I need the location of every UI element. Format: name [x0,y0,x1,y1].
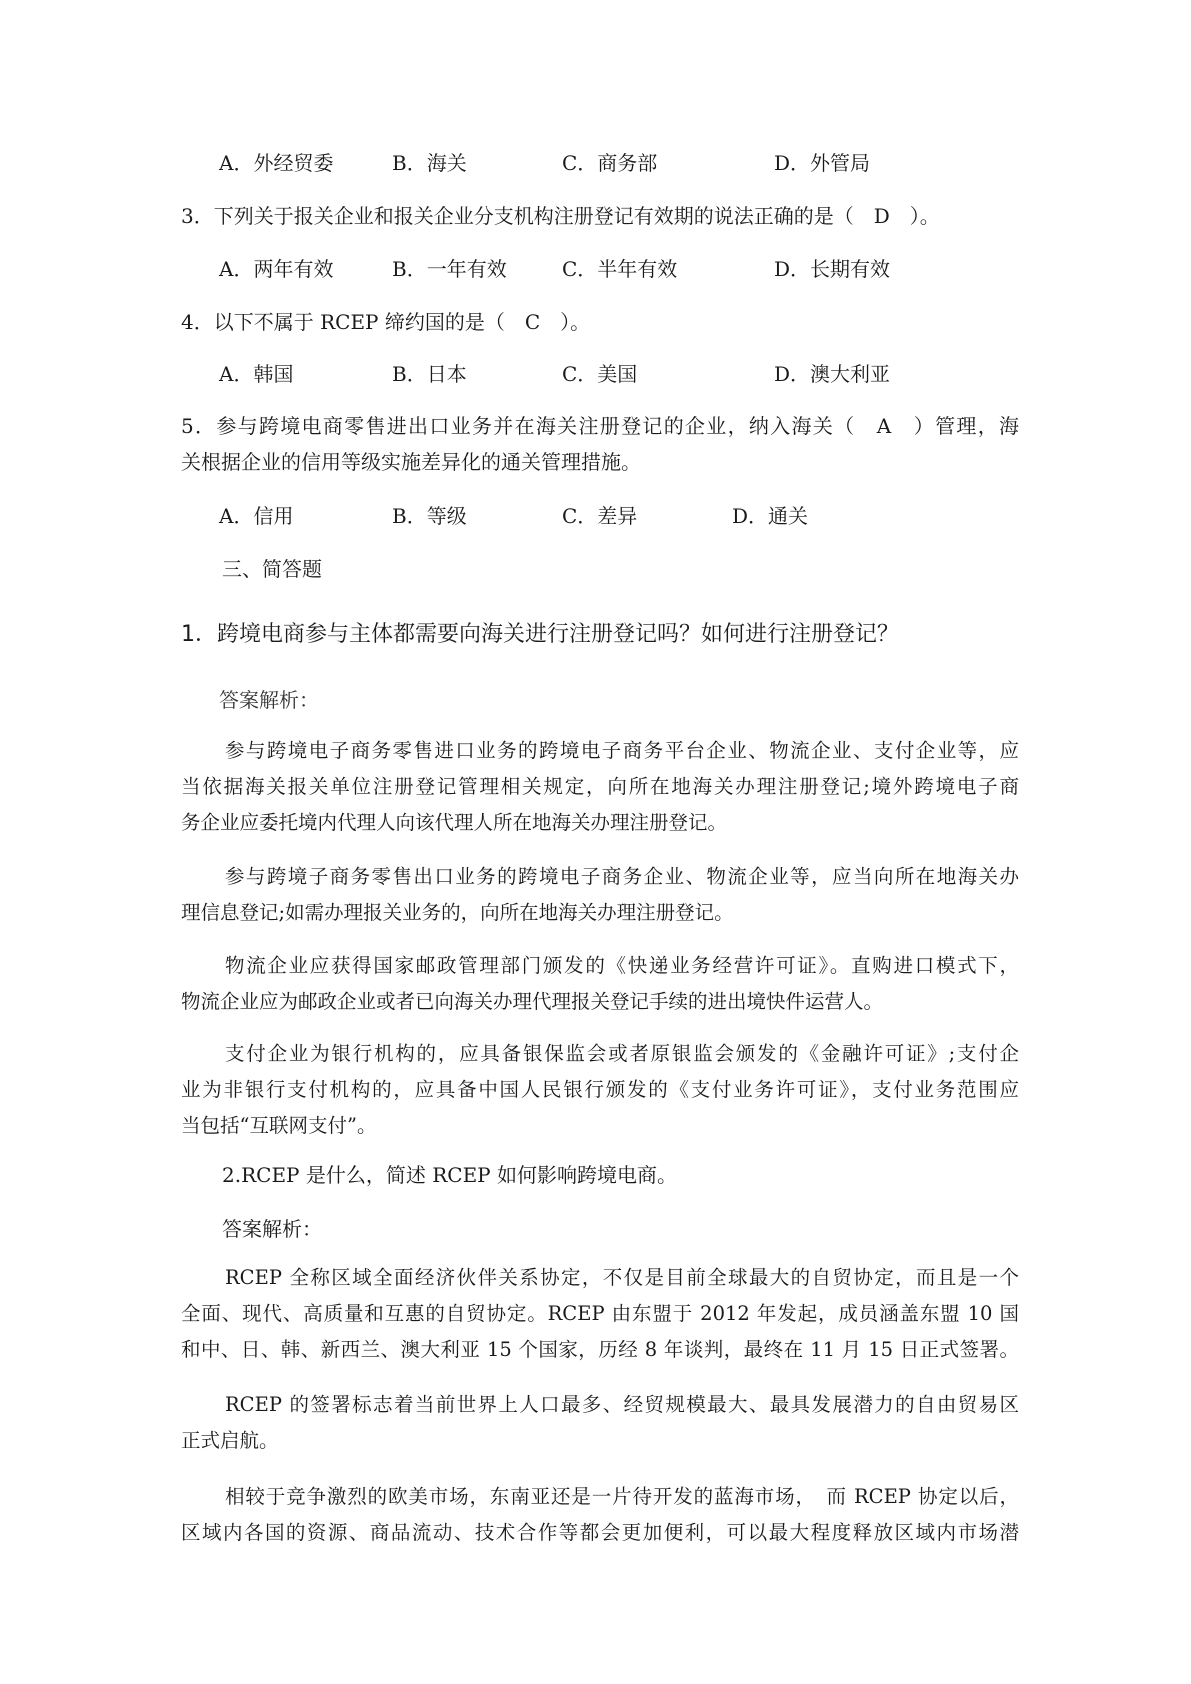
short-question-1-title: 1．跨境电商参与主体都需要向海关进行注册登记吗？如何进行注册登记？ [181,622,899,647]
paragraph-line: 全面、现代、高质量和互惠的自贸协定。RCEP 由东盟于 2012 年发起，成员涵盖东盟 10 国 [181,1302,1019,1325]
sq1-paragraph-1 [181,733,1019,841]
paragraph-line: 当依据海关报关单位注册登记管理相关规定，向所在地海关办理注册登记;境外跨境电子商 [181,775,1019,798]
q5-option-b: B．等级 [392,504,467,528]
q2-option-a: A．外经贸委 [219,151,334,175]
paragraph-line: RCEP 全称区域全面经济伙伴关系协定，不仅是目前全球最大的自贸协定，而且是一个 [225,1266,1019,1289]
question-5-stem [181,408,1019,480]
paragraph-line: 业为非银行支付机构的，应具备中国人民银行颁发的《支付业务许可证》，支付业务范围应 [181,1078,1019,1101]
question-4-stem: 4．以下不属于 RCEP 缔约国的是（ C ）。 [181,310,591,334]
q4-option-c: C．美国 [562,362,638,386]
paragraph-line: 当包括“互联网支付”。 [181,1114,377,1137]
q4-option-b: B．日本 [392,362,467,386]
q3-option-d: D．长期有效 [774,257,891,281]
section-3-heading: 三、简答题 [222,557,322,581]
q4-option-d: D．澳大利亚 [774,362,891,386]
paragraph-line: 正式启航。 [181,1429,279,1452]
sq2-paragraph-2 [181,1387,1019,1459]
paragraph-line: 区域内各国的资源、商品流动、技术合作等都会更加便利，可以最大程度释放区域内市场潜 [181,1521,1019,1544]
paragraph-line: RCEP 的签署标志着当前世界上人口最多、经贸规模最大、最具发展潜力的自由贸易区 [225,1393,1019,1416]
q3-option-a: A．两年有效 [219,257,334,281]
sq2-paragraph-1 [181,1260,1019,1368]
q5-option-a: A．信用 [219,504,294,528]
q2-option-c: C．商务部 [562,151,658,175]
answer-label: 答案解析： [222,1217,322,1241]
q5-option-c: C．差异 [562,504,638,528]
q3-option-b: B．一年有效 [392,257,507,281]
short-question-2-title: 2.RCEP 是什么，简述 RCEP 如何影响跨境电商。 [222,1163,677,1187]
q5-option-d: D．通关 [732,504,809,528]
paragraph-line: 务企业应委托境内代理人向该代理人所在地海关办理注册登记。 [181,811,728,834]
paragraph-line: 参与跨境电子商务零售进口业务的跨境电子商务平台企业、物流企业、支付企业等，应 [225,739,1019,762]
q2-option-b: B．海关 [392,151,467,175]
question-5-stem-line: 关根据企业的信用等级实施差异化的通关管理措施。 [181,450,641,474]
paragraph-line: 相较于竞争激烈的欧美市场，东南亚还是一片待开发的蓝海市场， 而 RCEP 协定以后， [225,1485,1019,1508]
q4-option-a: A．韩国 [219,362,294,386]
paragraph-line: 物流企业应为邮政企业或者已向海关办理代理报关登记手续的进出境快件运营人。 [181,990,884,1013]
answer-label: 答案解析： [219,688,319,712]
sq1-paragraph-2 [181,859,1019,931]
paragraph-line: 支付企业为银行机构的，应具备银保监会或者原银监会颁发的《金融许可证》;支付企 [225,1042,1019,1065]
question-3-stem: 3．下列关于报关企业和报关企业分支机构注册登记有效期的说法正确的是（ D ）。 [181,204,940,228]
question-5-stem-line: 5．参与跨境电商零售进出口业务并在海关注册登记的企业，纳入海关（ A ）管理，海 [181,414,1019,438]
q2-option-d: D．外管局 [774,151,871,175]
paragraph-line: 理信息登记;如需办理报关业务的，向所在地海关办理注册登记。 [181,901,734,924]
paragraph-line: 物流企业应获得国家邮政管理部门颁发的《快递业务经营许可证》。直购进口模式下， [225,954,1019,977]
paragraph-line: 和中、日、韩、新西兰、澳大利亚 15 个国家，历经 8 年谈判，最终在 11 月 15 日正式签署。 [181,1338,1019,1361]
sq1-paragraph-3 [181,948,1019,1020]
sq2-paragraph-3 [181,1479,1019,1551]
paragraph-line: 参与跨境子商务零售出口业务的跨境电子商务企业、物流企业等，应当向所在地海关办 [225,865,1019,888]
sq1-paragraph-4 [181,1036,1019,1144]
q3-option-c: C．半年有效 [562,257,678,281]
